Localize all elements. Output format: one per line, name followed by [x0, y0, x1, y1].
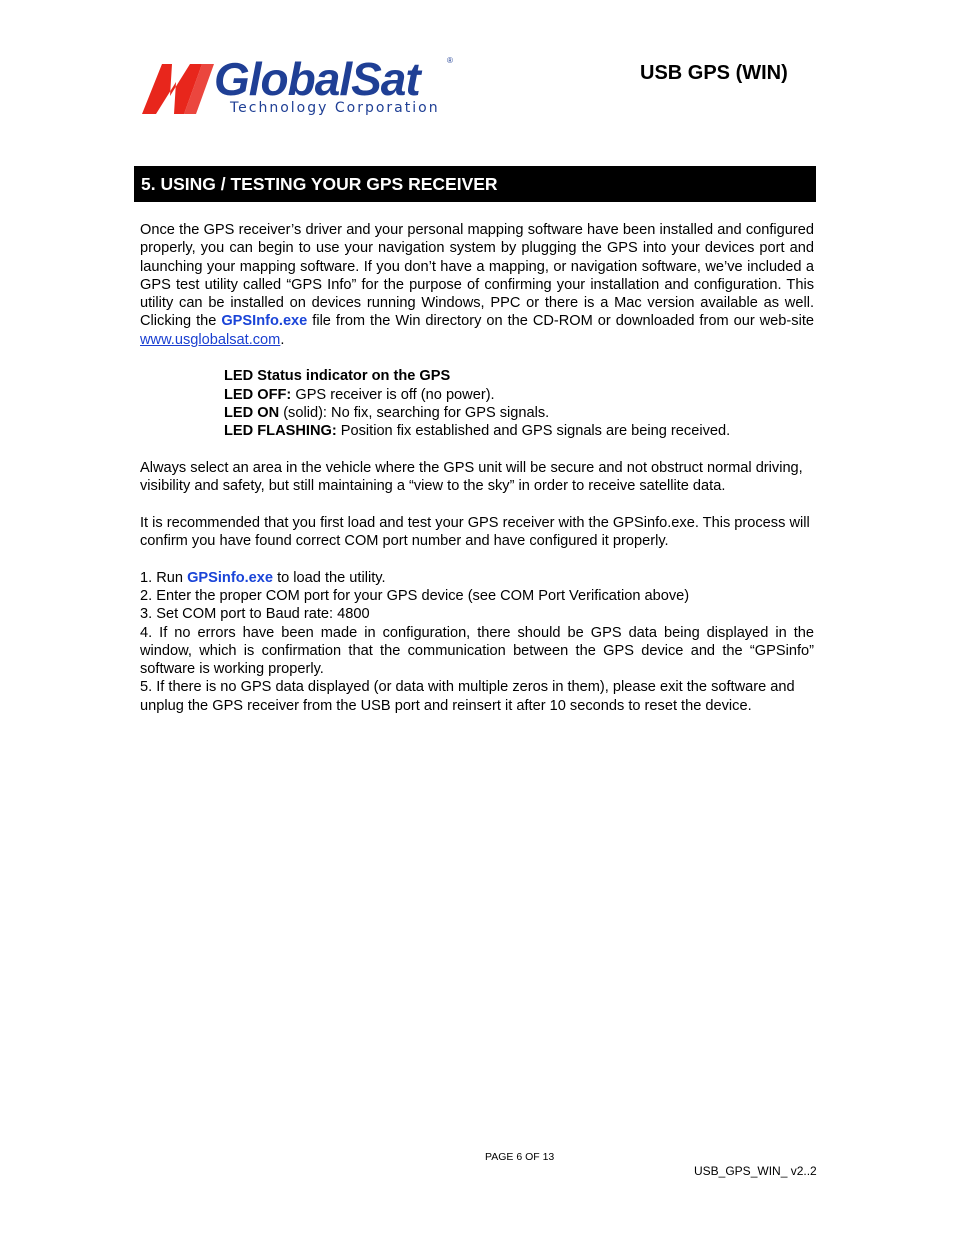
step-5: 5. If there is no GPS data displayed (or data with multiple zeros in them), please exit the software and unplug the GPS receiver from the USB port and reinsert it after 10 seconds to reset the device.	[140, 679, 795, 714]
page-number: PAGE 6 OF 13	[485, 1151, 555, 1163]
intro-period: .	[280, 331, 285, 348]
led-flashing-text: Position fix established and GPS signals are being received.	[336, 423, 731, 440]
led-off-text: GPS receiver is off (no power).	[291, 386, 495, 403]
led-on-label: LED ON	[224, 404, 280, 421]
led-flashing-label: LED FLASHING:	[224, 423, 337, 440]
led-on-line	[224, 404, 814, 422]
step-1-suffix: to load the utility.	[273, 569, 386, 586]
globalsat-logo	[140, 53, 460, 122]
step-3: 3. Set COM port to Baud rate: 4800	[140, 606, 370, 623]
step-2: 2. Enter the proper COM port for your GPS device (see COM Port Verification above)	[140, 587, 690, 604]
step-4: 4. If no errors have been made in configuration, there should be GPS data being displayed in the window, which is confirmation that the communication between the GPS device and the “GPSinfo” software is working properly.	[140, 624, 814, 678]
step-1-prefix: 1. Run	[140, 569, 188, 586]
led-off-label: LED OFF:	[224, 386, 292, 403]
section-heading: 5. USING / TESTING YOUR GPS RECEIVER	[141, 174, 498, 194]
logo-wordmark: GlobalSat	[214, 53, 420, 105]
website-link[interactable]: www.usglobalsat.com	[140, 331, 281, 348]
recommend-paragraph: It is recommended that you first load and test your GPS receiver with the GPSinfo.exe. This process will confirm you have found correct COM port number and have configured it properly.	[140, 514, 810, 550]
section-heading-bar	[134, 166, 816, 202]
document-version: USB_GPS_WIN_ v2..2	[694, 1164, 817, 1178]
led-on-text: (solid): No fix, searching for GPS signals.	[279, 404, 550, 421]
logo-subtitle: Technology Corporation	[230, 100, 440, 116]
led-off-line	[224, 386, 814, 404]
vehicle-paragraph: Always select an area in the vehicle where the GPS unit will be secure and not obstruct normal driving, visibility and safety, but still maintaining a “view to the sky” in order to receive satellite data.	[140, 459, 803, 495]
gpsinfo-exe-run-link[interactable]: GPSinfo.exe	[187, 569, 274, 586]
gpsinfo-exe-link[interactable]: GPSInfo.exe	[221, 313, 308, 330]
page-content	[140, 221, 814, 715]
led-status-block	[140, 367, 814, 440]
led-flashing-line	[224, 422, 814, 440]
intro-text: Once the GPS receiver’s driver and your personal mapping software have been installed and configured properly, you can begin to use your navigation system by plugging the GPS into your devices port and launching your mapping software. If you don’t have a mapping, or navigation software, we’ve included a GPS test utility called “GPS Info” for the purpose of confirming your installation and configuration. This utility can be installed on devices running Windows, PPC or there is a Mac version available as well. Clicking the	[140, 222, 814, 330]
step-1	[140, 569, 814, 587]
document-title: USB GPS (WIN)	[640, 62, 788, 84]
led-status-title: LED Status indicator on the GPS	[224, 368, 451, 385]
intro-text-cont: file from the Win directory on the CD-ROM or downloaded from our web-site	[307, 313, 814, 330]
registered-mark: ®	[447, 56, 453, 65]
intro-paragraph	[140, 221, 814, 349]
globalsat-emblem-icon	[140, 56, 220, 122]
